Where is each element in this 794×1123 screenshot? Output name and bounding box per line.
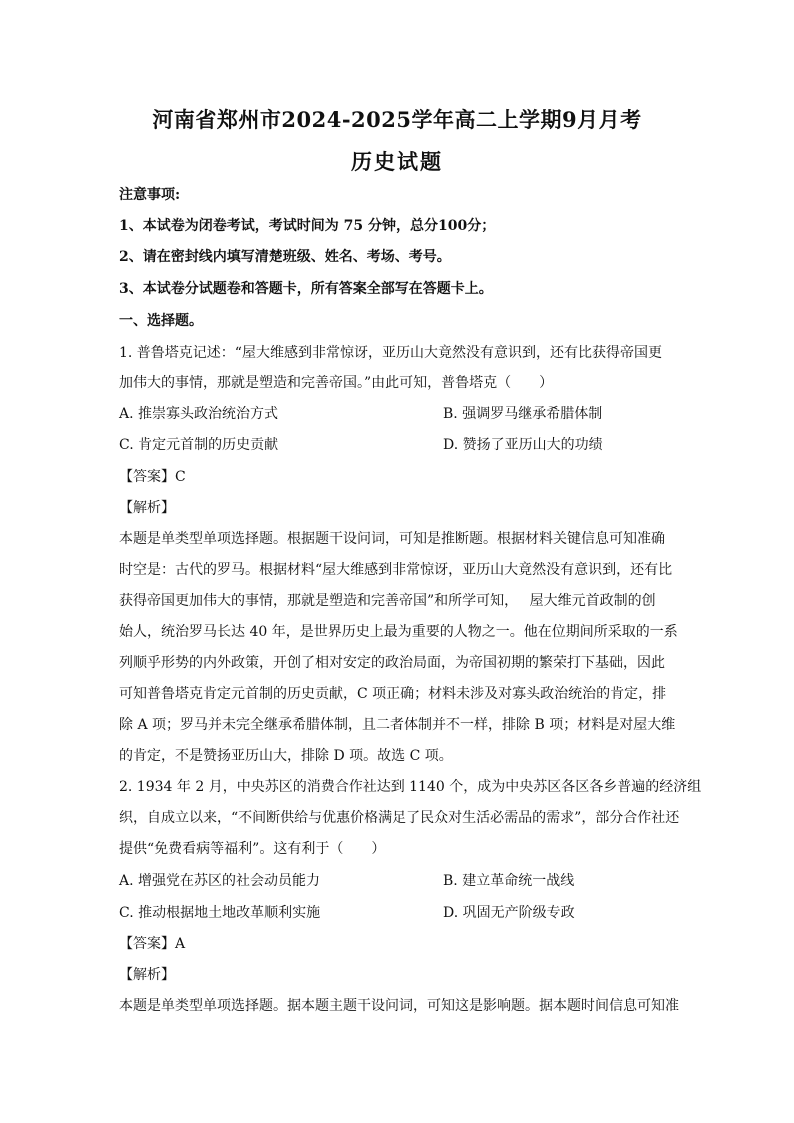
q1-option-a: A. 推崇寡头政治统治方式: [119, 406, 279, 422]
q2-option-b: B. 建立革命统一战线: [443, 873, 575, 889]
section-heading: 一、选择题。: [119, 313, 203, 329]
q2-analysis-heading: 【解析】: [119, 967, 175, 983]
exam-subject: 历史试题: [351, 149, 443, 174]
q1-analysis-line: 的肯定，不是赞扬亚历山大，排除 D 项。故选 C 项。: [119, 748, 453, 764]
note-item-1: 1、本试卷为闭卷考试，考试时间为 75 分钟，总分100分；: [119, 218, 496, 234]
q1-answer: 【答案】C: [119, 469, 186, 485]
q1-option-c: C. 肯定元首制的历史贡献: [119, 437, 279, 453]
notes-heading: 注意事项:: [119, 187, 181, 203]
q2-option-d: D. 巩固无产阶级专政: [443, 905, 575, 921]
q1-option-d: D. 赞扬了亚历山大的功绩: [443, 437, 603, 453]
q1-analysis-line: 本题是单类型单项选择题。根据题干设问词，可知是推断题。根据材料关键信息可知准确: [119, 531, 665, 547]
q1-analysis-heading: 【解析】: [119, 500, 175, 516]
q2-analysis-line: 本题是单类型单项选择题。据本题主题干设问词，可知这是影响题。据本题时间信息可知准: [119, 998, 679, 1014]
q1-option-b: B. 强调罗马继承希腊体制: [443, 406, 603, 422]
exam-title: 河南省郑州市2024-2025学年高二上学期9月月考: [152, 107, 642, 132]
q2-answer: 【答案】A: [119, 936, 186, 952]
q2-stem-line: 2. 1934 年 2 月，中央苏区的消费合作社达到 1140 个，成为中央苏区各区各乡普遍的经济组: [119, 779, 702, 795]
q1-analysis-line: 可知普鲁塔克肯定元首制的历史贡献，C 项正确；材料未涉及对寡头政治统治的肯定，排: [119, 686, 667, 702]
q2-option-c: C. 推动根据地土地改革顺利实施: [119, 905, 321, 921]
q1-stem-line: 1. 普鲁塔克记述：“屋大维感到非常惊讶，亚历山大竟然没有意识到，还有比获得帝国更: [119, 345, 662, 361]
q1-analysis-line: 时空是：古代的罗马。根据材料“屋大维感到非常惊讶，亚历山大竟然没有意识到，还有比: [119, 562, 673, 578]
q1-analysis-line: 始人，统治罗马长达 40 年，是世界历史上最为重要的人物之一。他在位期间所采取的一系: [119, 624, 678, 640]
q2-stem-line: 提供“免费看病等福利”。这有利于（ ）: [119, 841, 386, 857]
q2-option-a: A. 增强党在苏区的社会动员能力: [119, 873, 321, 889]
q1-stem-line: 加伟大的事情，那就是塑造和完善帝国。”由此可知，普鲁塔克（ ）: [119, 375, 554, 391]
q1-analysis-line: 获得帝国更加伟大的事情，那就是塑造和完善帝国”和所学可知， 屋大维元首政制的创: [119, 593, 656, 609]
note-item-3: 3、本试卷分试题卷和答题卡，所有答案全部写在答题卡上。: [119, 281, 493, 297]
q1-analysis-line: 列顺乎形势的内外政策，开创了相对安定的政治局面，为帝国初期的繁荣打下基础，因此: [119, 655, 665, 671]
q2-stem-line: 织，自成立以来，“不间断供给与优惠价格满足了民众对生活必需品的需求”，部分合作社还: [119, 810, 680, 826]
note-item-2: 2、请在密封线内填写清楚班级、姓名、考场、考号。: [119, 249, 451, 265]
q1-analysis-line: 除 A 项；罗马并未完全继承希腊体制，且二者体制并不一样，排除 B 项；材料是对屋大维: [119, 717, 676, 733]
